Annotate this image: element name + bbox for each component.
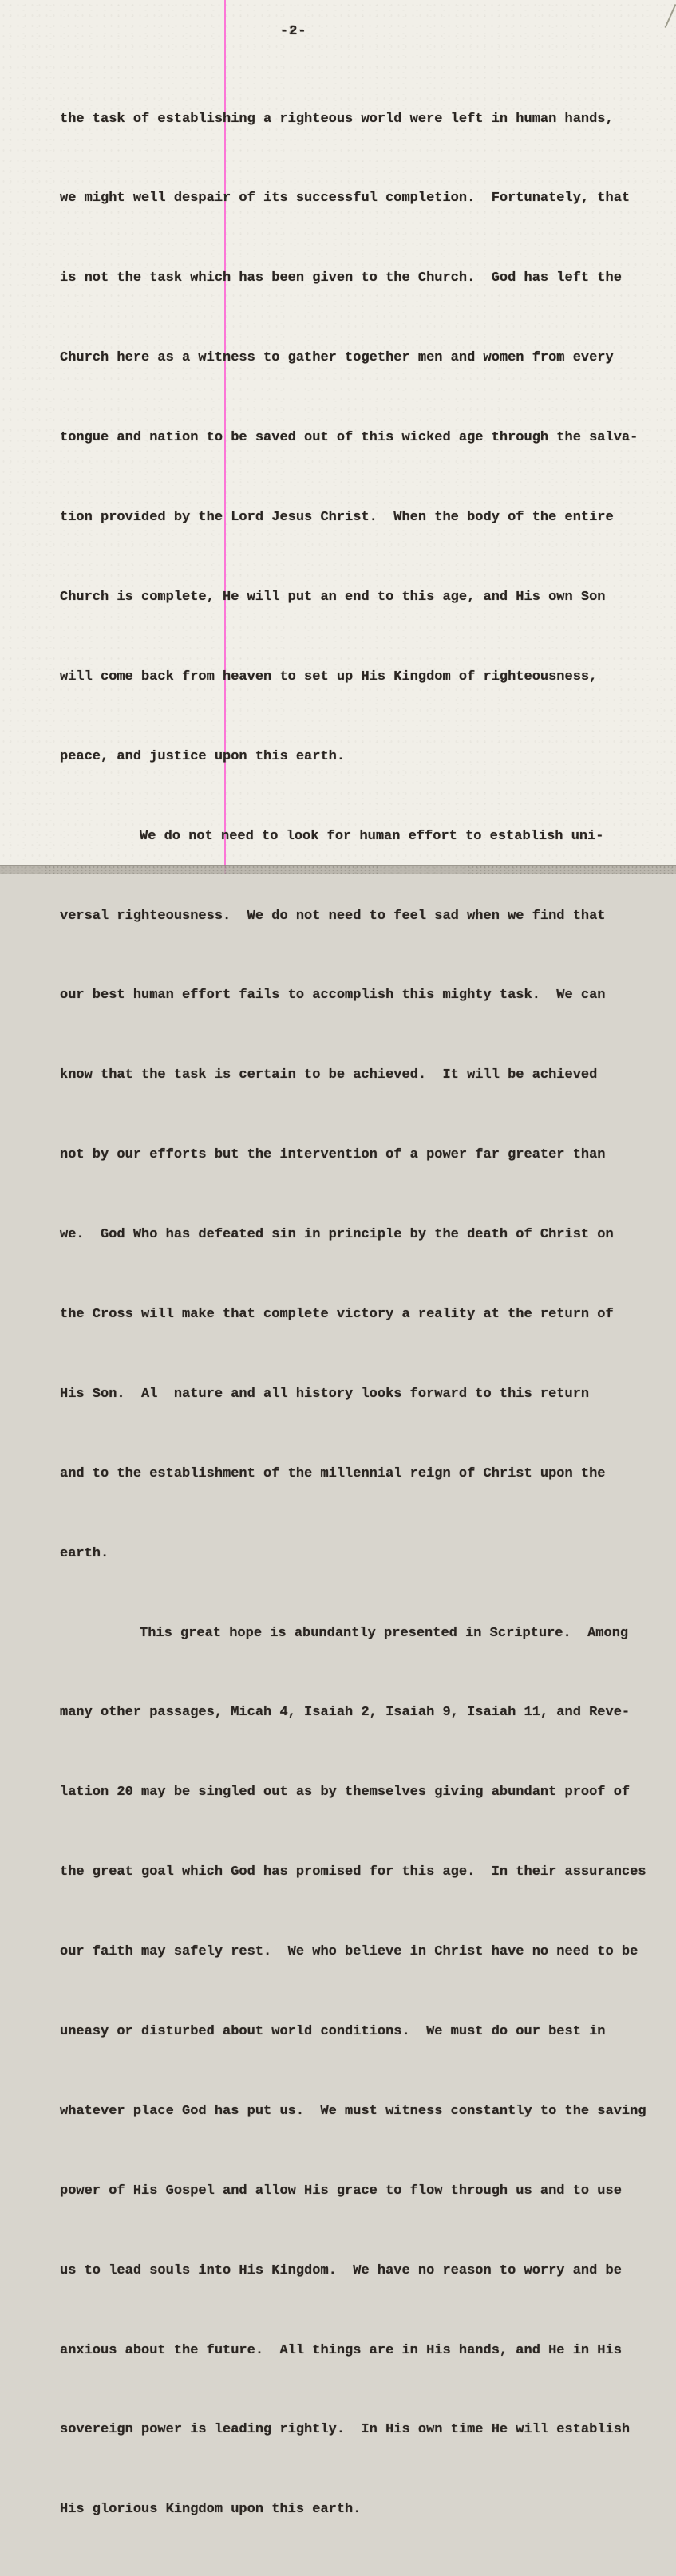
text-line: peace, and justice upon this earth. (60, 748, 346, 764)
text-line: whatever place God has put us. We must witness constantly to the saving (60, 2103, 646, 2119)
text-line: us to lead souls into His Kingdom. We have no reason to worry and be (60, 2262, 622, 2278)
text-line: Church is complete, He will put an end to this age, and His own Son (60, 589, 606, 605)
text-line: lation 20 may be singled out as by themselves giving abundant proof of (60, 1785, 631, 1801)
text-line-paragraph-start: This great hope is abundantly presented in Scripture. Among (140, 1625, 629, 1641)
text-line: power of His Gospel and allow His grace to flow through us and to use (60, 2183, 622, 2199)
text-line: our faith may safely rest. We who believe in Christ have no need to be (60, 1944, 638, 1960)
text-line: tion provided by the Lord Jesus Christ. When the body of the entire (60, 510, 614, 526)
text-line: His Son. Al nature and all history looks forward to this return (60, 1386, 590, 1402)
page-number: -2- (280, 24, 307, 39)
text-line-paragraph-start: We do not need to look for human effort to establish uni- (140, 828, 604, 844)
text-line: we might well despair of its successful completion. Fortunately, that (60, 191, 631, 207)
text-line: know that the task is certain to be achieved. It will be achieved (60, 1067, 598, 1083)
text-line: the Cross will make that complete victory a reality at the return of (60, 1306, 614, 1322)
text-line: sovereign power is leading rightly. In His own time He will establish (60, 2422, 631, 2438)
corner-pen-mark (665, 4, 676, 28)
document-body (60, 53, 668, 2576)
text-line: will come back from heaven to set up His Kingdom of righteousness, (60, 669, 598, 684)
text-line: we. God Who has defeated sin in principle by the death of Christ on (60, 1227, 614, 1243)
text-line: the great goal which God has promised for this age. In their assurances (60, 1864, 646, 1880)
text-line: versal righteousness. We do not need to feel sad when we find that (60, 908, 606, 924)
text-line: tongue and nation to be saved out of this wicked age through the salva- (60, 430, 638, 446)
text-line: the task of establishing a righteous world were left in human hands, (60, 111, 614, 127)
text-line: and to the establishment of the millennial reign of Christ upon the (60, 1466, 606, 1481)
scan-bottom-edge (0, 865, 676, 874)
text-line: not by our efforts but the intervention of a power far greater than (60, 1147, 606, 1163)
text-line: earth. (60, 1545, 109, 1561)
text-line: many other passages, Micah 4, Isaiah 2, Isaiah 9, Isaiah 11, and Reve- (60, 1705, 631, 1721)
text-line: anxious about the future. All things are in His hands, and He in His (60, 2342, 622, 2358)
text-line: Church here as a witness to gather together men and women from every (60, 350, 614, 366)
text-line: His glorious Kingdom upon this earth. (60, 2502, 362, 2518)
text-line: uneasy or disturbed about world conditions. We must do our best in (60, 2023, 606, 2039)
text-line: is not the task which has been given to the Church. God has left the (60, 270, 622, 286)
text-line: our best human effort fails to accomplish this mighty task. We can (60, 988, 606, 1004)
